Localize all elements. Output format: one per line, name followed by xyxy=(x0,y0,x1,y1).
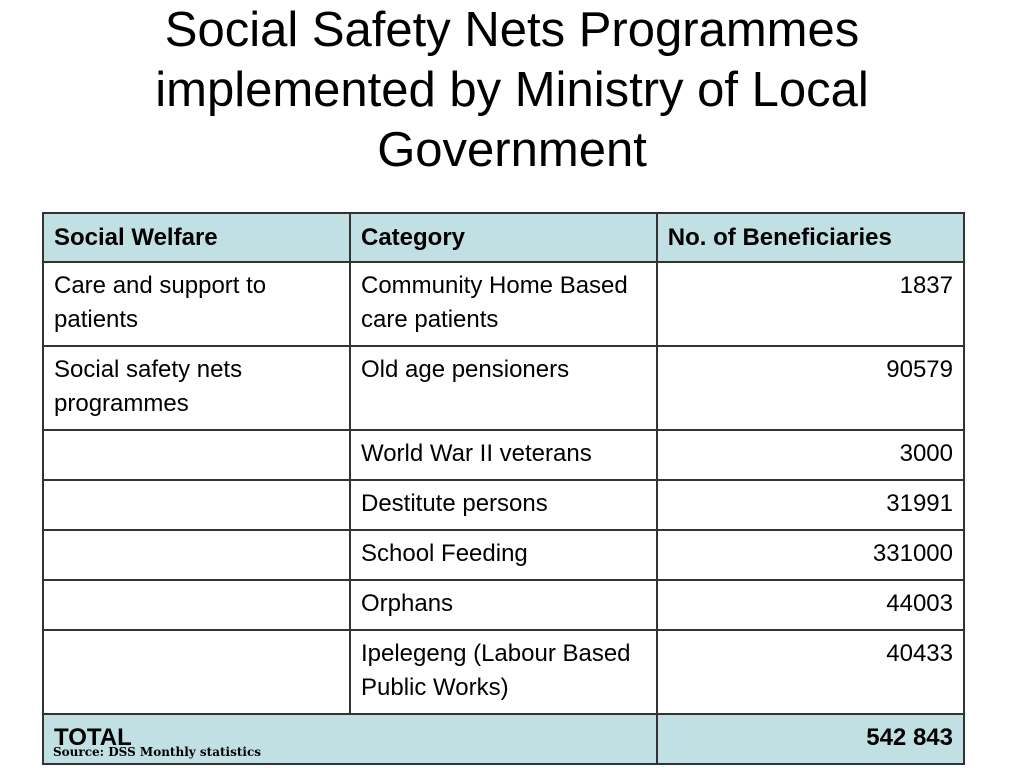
cell-social-welfare xyxy=(43,530,350,580)
slide-title: Social Safety Nets Programmes implemented by Ministry of Local Government xyxy=(155,3,869,177)
cell-beneficiaries: 40433 xyxy=(657,630,964,714)
cell-category: School Feeding xyxy=(350,530,657,580)
cell-beneficiaries: 331000 xyxy=(657,530,964,580)
cell-category: Community Home Based care patients xyxy=(350,262,657,346)
cell-social-welfare: Care and support to patients xyxy=(43,262,350,346)
cell-beneficiaries: 90579 xyxy=(657,346,964,430)
cell-category: Destitute persons xyxy=(350,480,657,530)
cell-social-welfare xyxy=(43,630,350,714)
cell-category: Orphans xyxy=(350,580,657,630)
cell-beneficiaries: 3000 xyxy=(657,430,964,480)
cell-social-welfare xyxy=(43,480,350,530)
cell-social-welfare: Social safety nets programmes xyxy=(43,346,350,430)
source-note: Source: DSS Monthly statistics xyxy=(53,745,262,759)
cell-category: World War II veterans xyxy=(350,430,657,480)
table-row xyxy=(43,530,964,580)
total-value: 542 843 xyxy=(657,714,964,764)
header-social-welfare: Social Welfare xyxy=(43,213,350,262)
table-header-row xyxy=(43,213,964,262)
cell-beneficiaries: 31991 xyxy=(657,480,964,530)
header-category: Category xyxy=(350,213,657,262)
cell-social-welfare xyxy=(43,580,350,630)
cell-category: Ipelegeng (Labour Based Public Works) xyxy=(350,630,657,714)
total-label: TOTAL xyxy=(43,714,657,764)
cell-beneficiaries: 1837 xyxy=(657,262,964,346)
cell-beneficiaries: 44003 xyxy=(657,580,964,630)
table-row xyxy=(43,346,964,430)
table-row xyxy=(43,262,964,346)
header-beneficiaries: No. of Beneficiaries xyxy=(657,213,964,262)
table-row xyxy=(43,630,964,714)
cell-category: Old age pensioners xyxy=(350,346,657,430)
beneficiaries-table xyxy=(42,212,965,765)
table-row xyxy=(43,580,964,630)
table-row xyxy=(43,430,964,480)
table-row xyxy=(43,480,964,530)
cell-social-welfare xyxy=(43,430,350,480)
